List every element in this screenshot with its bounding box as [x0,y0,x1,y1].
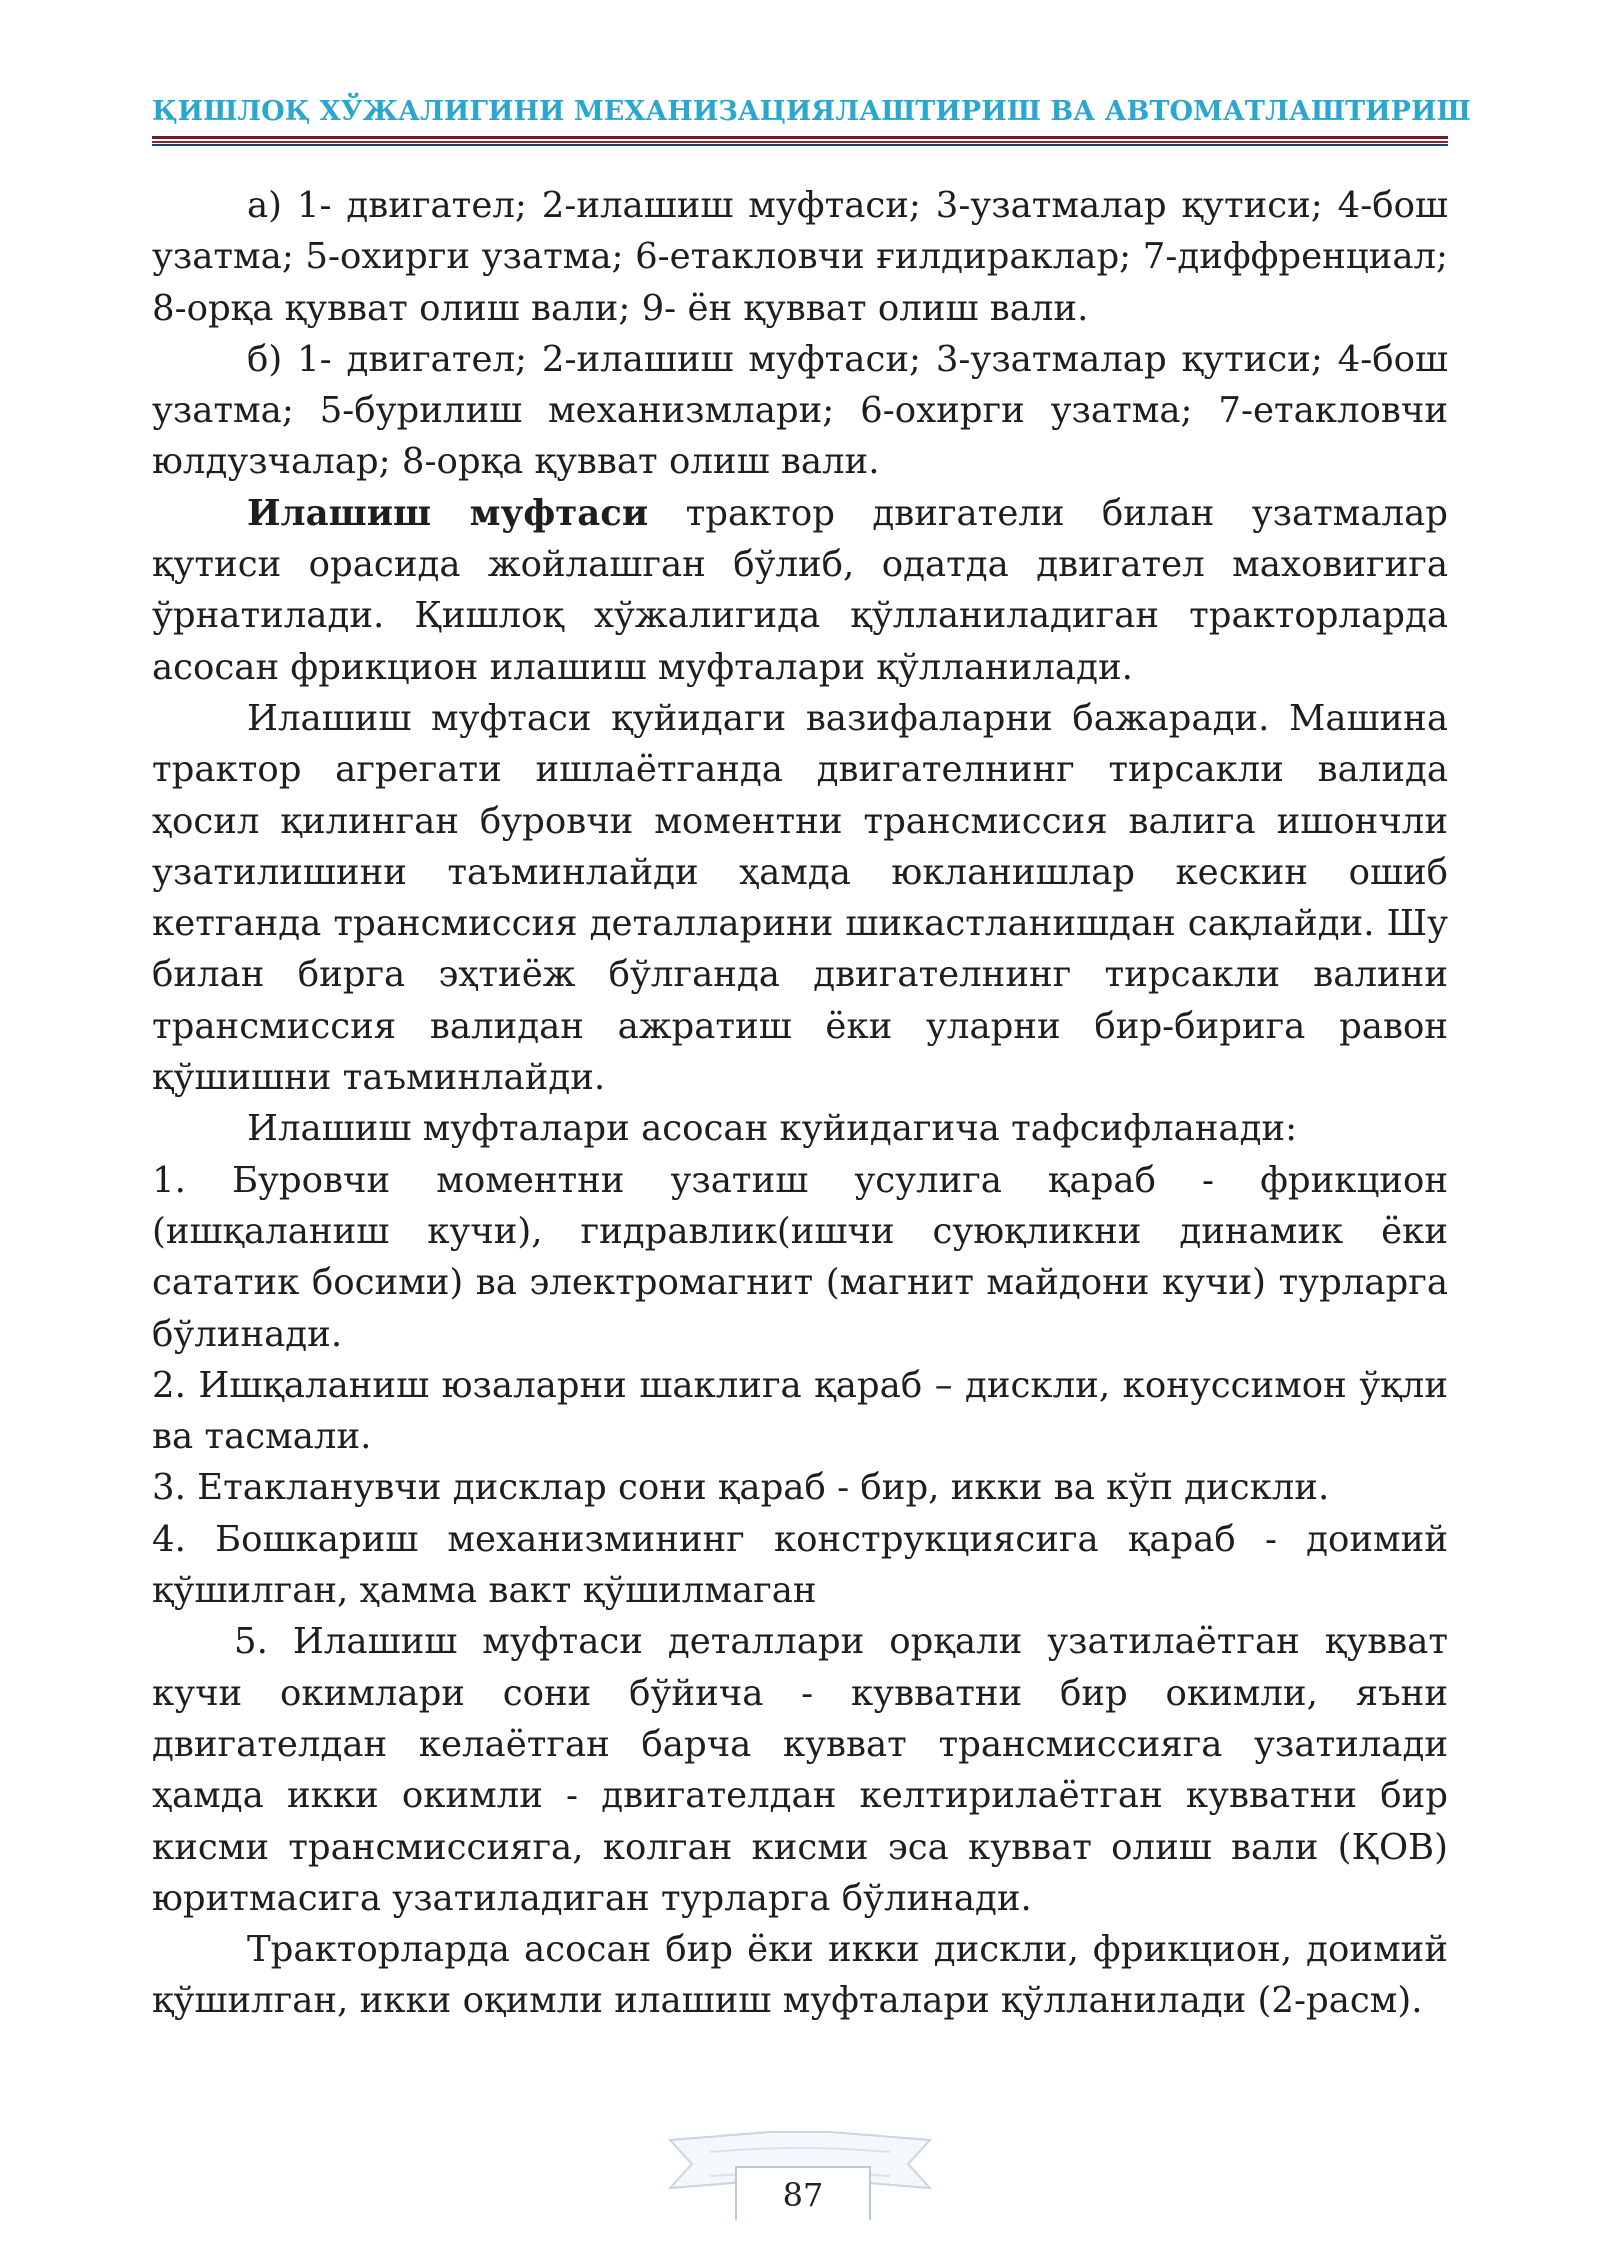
list-item-4: 4. Бошкариш механизмининг конструкциясига қараб - доимий қўшилган, ҳамма вакт қўшилмаган [152,1518,1448,1612]
list-item-2: 2. Ишқаланиш юзаларни шаклига қараб – дискли, конуссимон ўқли ва тасмали. [152,1364,1448,1458]
divider-line-top [152,136,1448,139]
list-item-1: 1. Буровчи моментни узатиш усулига қараб - фрикцион (ишқаланиш кучи), гидравлик(ишчи суюқликни динамик ёки сататик босими) ва электромагнит (магнит майдони кучи) турларга бўлинади. [152,1159,1448,1355]
caption-b: б) 1- двигател; 2-илашиш муфтаси; 3-узатмалар қутиси; 4-бош узатма; 5-бурилиш механизмлари; 6-охирги узатма; 7-етакловчи юлдузчалар; 8-орқа қувват олиш вали. [152,338,1448,483]
page-body [152,180,1448,2027]
paragraph-conclusion: Тракторларда асосан бир ёки икки дискли, фрикцион, доимий қўшилган, икки оқимли илашиш муфталари қўлланилади (2-расм). [152,1929,1448,2022]
paragraph-clutch-definition [152,488,1448,693]
running-header: ҚИШЛОҚ ХЎЖАЛИГИНИ МЕХАНИЗАЦИЯЛАШТИРИШ ВА АВТОМАТЛАШТИРИШ [152,96,1471,127]
list-item-5: 5. Илашиш муфтаси деталлари орқали узатилаётган қувват кучи окимлари сони бўйича - кувватни бир окимли, яъни двигателдан келаётган барча кувват трансмиссияга узатилади ҳамда икки окимли - двигателдан келтирилаётган кувватни бир кисми трансмиссияга, колган кисми эса кувват олиш вали (ҚОВ) юритмасига узатиладиган турларга бўлинади. [152,1621,1448,1919]
divider-line-middle [152,141,1448,143]
divider-line-bottom [152,144,1448,146]
paragraph-clutch-functions: Илашиш муфтаси қуйидаги вазифаларни бажаради. Машина трактор агрегати ишлаётганда двигателнинг тирсакли валида ҳосил қилинган буровчи моментни трансмиссия валига ишончли узатилишини таъминлайди ҳамда юкланишлар кескин ошиб кетганда трансмиссия деталларини шикастланишдан сақлайди. Шу билан бирга эҳтиёж бўлганда двигателнинг тирсакли валини трансмиссия валидан ажратиш ёки уларни бир-бирига равон қўшишни таъминлайди. [152,697,1448,1099]
caption-a: а) 1- двигател; 2-илашиш муфтаси; 3-узатмалар қутиси; 4-бош узатма; 5-охирги узатма; 6-етакловчи ғилдираклар; 7-диффренциал; 8-орқа қувват олиш вали; 9- ён қувват олиш вали. [152,185,1448,329]
page-number: 87 [735,2166,871,2220]
bold-term: Илашиш муфтаси [247,492,649,534]
paragraph-classification-intro: Илашиш муфталари асосан куйидагича тафсифланади: [247,1108,1298,1150]
list-item-3: 3. Етакланувчи дисклар сони қараб - бир, икки ва кўп дискли. [152,1467,1330,1509]
header-divider [152,136,1448,146]
paragraph-clutch-definition-text: трактор двигатели билан узатмалар қутиси орасида жойлашган бўлиб, одатда двигател маховигига ўрнатилади. Қишлоқ хўжалигида қўлланиладиган тракторларда асосан фрикцион илашиш муфталари қўлланилади. [152,492,1448,688]
